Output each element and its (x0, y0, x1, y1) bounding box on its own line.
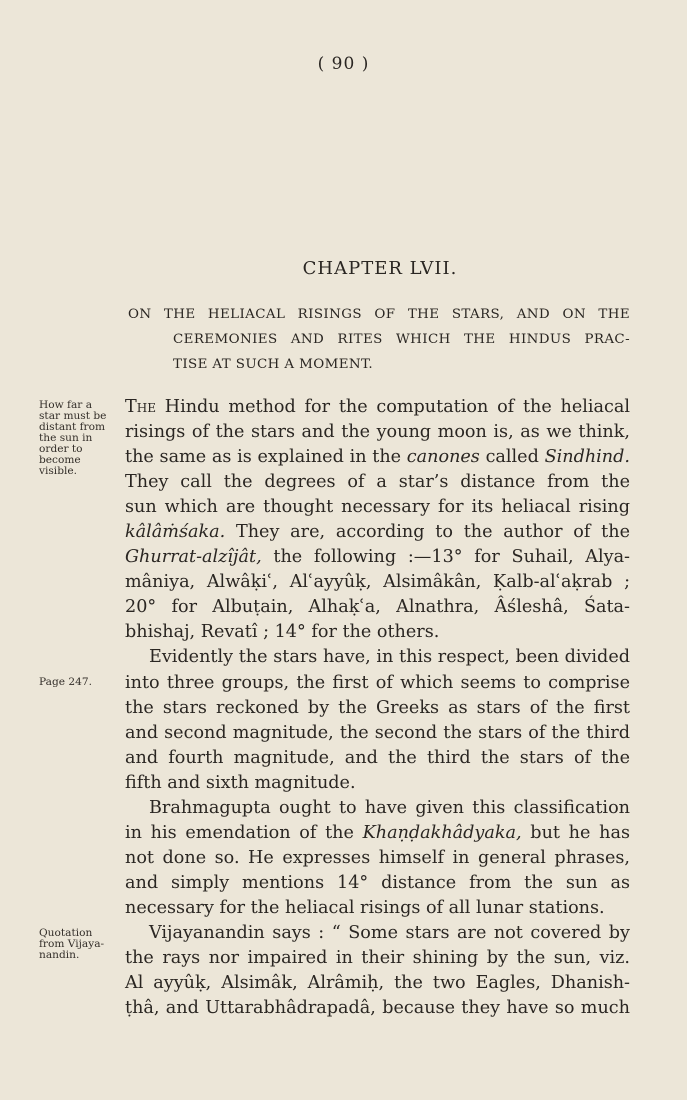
margin-note-line: from Vijaya- (39, 938, 105, 950)
text-line: the rays nor impaired in their shining by the sun, viz. (125, 948, 630, 969)
italic-term: Khaṇḍakhâdyaka, (362, 822, 522, 843)
text-line: sun which are thought necessary for its heliacal rising (125, 497, 630, 518)
subtitle-line: TISE AT SUCH A MOMENT. (173, 357, 374, 372)
margin-note-line: Quotation (39, 927, 93, 939)
text-line: necessary for the heliacal risings of all lunar stations. (125, 897, 605, 918)
subtitle-line: CEREMONIES AND RITES WHICH THE HINDUS PRAC- (173, 332, 630, 347)
text-fragment: the same as is explained in the (125, 447, 407, 468)
margin-note-visibility (39, 400, 129, 477)
subtitle-line: ON THE HELIACAL RISINGS OF THE STARS, AND ON THE (128, 307, 630, 322)
text-line: Evidently the stars have, in this respect, been divided (149, 647, 630, 668)
margin-note-line: star must be (39, 410, 107, 422)
italic-term: kâlâṁśaka. (125, 522, 226, 543)
text-line (125, 520, 630, 545)
margin-note-line: How far a (39, 399, 93, 411)
text-fragment: the following :—13° for Suhail, Alya- (261, 547, 630, 568)
italic-term: Sindhind. (544, 447, 630, 468)
text-line (125, 821, 630, 846)
text-line: and fourth magnitude, and the third the stars of the (125, 747, 630, 768)
text-line: Al ayyûḳ, Alsimâk, Alrâmiḥ, the two Eagles, Dhanish- (125, 973, 630, 994)
text-line: ṭhâ, and Uttarabhâdrapadâ, because they have so much (125, 998, 630, 1019)
margin-note-quotation (39, 928, 129, 961)
chapter-title: CHAPTER LVII. (302, 258, 458, 279)
text-line: not done so. He expresses himself in general phrases, (125, 847, 630, 868)
margin-note-line: Page 247. (39, 676, 92, 688)
chapter-subtitle (128, 302, 630, 377)
margin-note-line: nandin. (39, 949, 80, 961)
margin-note-line: the sun in (39, 432, 93, 444)
margin-note-page-ref (39, 677, 129, 688)
text-line: Brahmagupta ought to have given this classification (149, 797, 630, 818)
text-line (125, 395, 630, 420)
text-line (125, 545, 630, 570)
text-fragment: in his emendation of the (125, 822, 363, 843)
text-fragment: Hindu method for the computation of the heliacal (155, 397, 630, 417)
text-fragment: but he has (521, 822, 630, 843)
text-line: 20° for Albuṭain, Alhaḳʿa, Alnathra, Âśleshâ, Śata- (125, 597, 630, 618)
margin-note-line: order to (39, 443, 83, 455)
text-line: Vijayanandin says : “ Some stars are not covered by (149, 922, 630, 943)
text-line: risings of the stars and the young moon is, as we think, (125, 422, 630, 443)
text-fragment: They are, according to the author of the (225, 522, 630, 543)
text-line (125, 445, 630, 470)
margin-note-line: visible. (39, 465, 78, 477)
text-line: mâniya, Alwâḳiʿ, Alʿayyûḳ, Alsimâkân, Ḳalb-alʿaḳrab ; (125, 572, 630, 593)
opening-word: The (125, 397, 156, 417)
text-line: bhishaj, Revatî ; 14° for the others. (125, 622, 440, 643)
text-line: fifth and sixth magnitude. (125, 772, 356, 793)
text-line: and second magnitude, the second the stars of the third (125, 722, 630, 743)
text-line: into three groups, the first of which seems to comprise (125, 672, 630, 693)
margin-note-line: distant from (39, 421, 106, 433)
italic-term: canones (406, 447, 480, 468)
page-number: ( 90 ) (317, 54, 370, 74)
text-line: the stars reckoned by the Greeks as stars of the first (125, 697, 630, 718)
body-text (125, 395, 630, 1021)
italic-term: Ghurrat-alzîjât, (125, 547, 262, 568)
margin-note-line: become (39, 454, 81, 466)
text-line: They call the degrees of a star’s distance from the (125, 472, 630, 493)
text-line: and simply mentions 14° distance from the sun as (125, 872, 630, 893)
text-fragment: called (479, 447, 545, 468)
